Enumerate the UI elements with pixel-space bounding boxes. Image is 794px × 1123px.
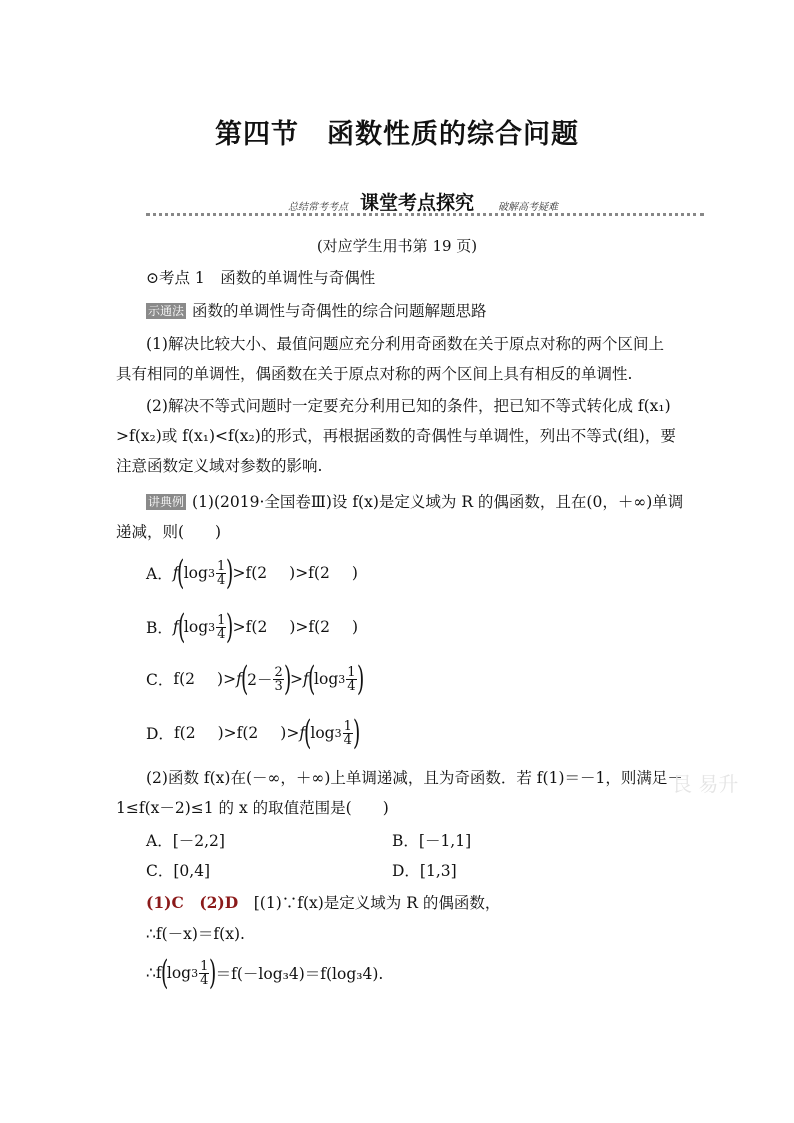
right-paren: ) (226, 553, 234, 593)
solution-line2 (146, 953, 384, 993)
fraction-den: 4 (347, 678, 356, 694)
option-d (146, 713, 361, 753)
left-paren: ( (307, 659, 316, 699)
fraction-den: 4 (200, 972, 209, 988)
left-paren: ( (177, 607, 185, 647)
option2-a: A．[－2,2] (146, 832, 225, 850)
fraction-num: 2 (274, 664, 283, 680)
gt-f2: >f(2 (232, 564, 268, 582)
log-text: log (183, 618, 209, 636)
left-paren: ( (240, 659, 249, 699)
fraction-num: 1 (216, 558, 226, 574)
banner-center-text: 课堂考点探究 (360, 192, 475, 214)
log-text: log (310, 724, 335, 742)
log-text: log (183, 564, 208, 582)
gt-f2: >f(2 (295, 564, 330, 582)
fraction (346, 666, 356, 693)
gt-f2: >f(2 (223, 724, 259, 742)
book-reference: (对应学生用书第 19 页) (316, 237, 478, 255)
fraction-num: 1 (347, 664, 356, 680)
left-paren: ( (160, 953, 168, 993)
fraction-num: 1 (217, 612, 226, 628)
section-banner (146, 186, 704, 216)
option-a (146, 553, 358, 593)
log-base: 3 (191, 966, 199, 980)
method-tag: 示通法 (148, 304, 185, 318)
page-title: 第四节 函数性质的综合问题 (215, 119, 579, 150)
option-c-label: C． (146, 671, 174, 689)
right-paren: ) (283, 659, 292, 699)
watermark: 艮 易升 (672, 772, 739, 796)
close-paren: ) (217, 724, 224, 742)
option-b (146, 607, 359, 647)
gt: > (290, 670, 304, 688)
example-line1 (146, 492, 683, 512)
option-a-label: A． (146, 565, 173, 583)
q2-line2: 1≤f(x－2)≤1 的 x 的取值范围是( ) (116, 799, 389, 817)
fraction-num: 1 (200, 958, 209, 974)
fraction-den: 4 (216, 572, 226, 588)
example-line2: 递减，则( ) (116, 523, 222, 541)
f2: f(2 (173, 670, 196, 688)
log-base: 3 (338, 672, 346, 686)
fraction (273, 666, 283, 693)
method-text: 函数的单调性与奇偶性的综合问题解题思路 (192, 302, 487, 320)
right-paren: ) (352, 713, 361, 753)
option2-b: B．[－1,1] (392, 832, 472, 850)
close-paren: ) (217, 670, 224, 688)
p2-line2: >f(x₂)或 f(x₁)<f(x₂)的形式，再根据函数的奇偶性与单调性，列出不等式(组)，要 (116, 427, 676, 445)
right-paren: ) (209, 953, 217, 993)
fraction-den: 4 (217, 626, 226, 642)
option2-d: D．[1,3] (392, 862, 457, 880)
option-d-label: D． (146, 725, 174, 743)
answer-line (146, 893, 500, 913)
f-symbol: f (236, 670, 242, 688)
right-paren: ) (356, 659, 364, 699)
log-text: log (166, 964, 192, 982)
option-b-label: B． (146, 619, 173, 637)
p1-line1: (1)解决比较大小、最值问题应充分利用奇函数在关于原点对称的两个区间上 (146, 335, 664, 353)
p1-line2: 具有相同的单调性，偶函数在关于原点对称的两个区间上具有相反的单调性. (116, 365, 633, 383)
close-paren: ) (351, 564, 358, 582)
left-paren: ( (177, 553, 185, 593)
option2-c: C．[0,4] (146, 862, 211, 880)
solution-rest: ＝f(－log₃4)＝f(log₃4). (215, 965, 384, 983)
example-tag: 讲典例 (148, 495, 185, 509)
option-c (146, 659, 364, 699)
close-paren: ) (289, 564, 296, 582)
answer-1: (1)C (146, 893, 184, 912)
log-base: 3 (208, 620, 216, 634)
gt-f2: >f(2 (295, 618, 331, 636)
therefore-f: ∴f (146, 964, 162, 982)
fraction (216, 560, 226, 587)
gt: > (223, 670, 237, 688)
f-symbol: f (172, 564, 179, 582)
f-symbol: f (303, 670, 309, 688)
example-text: (1)(2019·全国卷Ⅲ)设 f(x)是定义域为 R 的偶函数，且在(0，＋∞)单调 (192, 493, 684, 511)
fraction (199, 960, 209, 987)
q2-line1: (2)函数 f(x)在(－∞，＋∞)上单调递减，且为奇函数．若 f(1)＝－1，则满足－ (146, 769, 683, 787)
gt-f2: >f(2 (232, 618, 268, 636)
log-base: 3 (334, 726, 342, 740)
banner-right-text: 破解高考疑难 (498, 202, 558, 213)
f-symbol: f (299, 724, 306, 742)
close-paren: ) (289, 618, 296, 636)
fraction-den: 3 (274, 678, 283, 694)
left-paren: ( (304, 713, 312, 753)
log-base: 3 (207, 566, 215, 580)
p2-line3: 注意函数定义域对参数的影响. (116, 457, 323, 475)
fraction-den: 4 (343, 732, 352, 748)
answer-2: (2)D (199, 893, 239, 912)
close-paren: ) (280, 724, 287, 742)
f-symbol: f (172, 618, 179, 636)
fraction-num: 1 (343, 718, 352, 734)
gt: > (286, 724, 300, 742)
method-heading (146, 301, 487, 321)
close-paren: ) (352, 618, 359, 636)
f2: f(2 (173, 724, 196, 742)
banner-left-text: 总结常考考点 (288, 202, 348, 213)
p2-line1: (2)解决不等式问题时一定要充分利用已知的条件，把已知不等式转化成 f(x₁) (146, 397, 671, 415)
answer-rest: [(1)∵f(x)是定义域为 R 的偶函数， (253, 894, 501, 912)
solution-line1: ∴f(－x)＝f(x). (146, 925, 245, 943)
fraction (343, 720, 353, 747)
log-text: log (314, 670, 339, 688)
kaodian-heading: ⊙考点 1 函数的单调性与奇偶性 (146, 269, 376, 287)
fraction (216, 614, 226, 641)
two-minus: 2－ (247, 671, 273, 689)
right-paren: ) (226, 607, 234, 647)
